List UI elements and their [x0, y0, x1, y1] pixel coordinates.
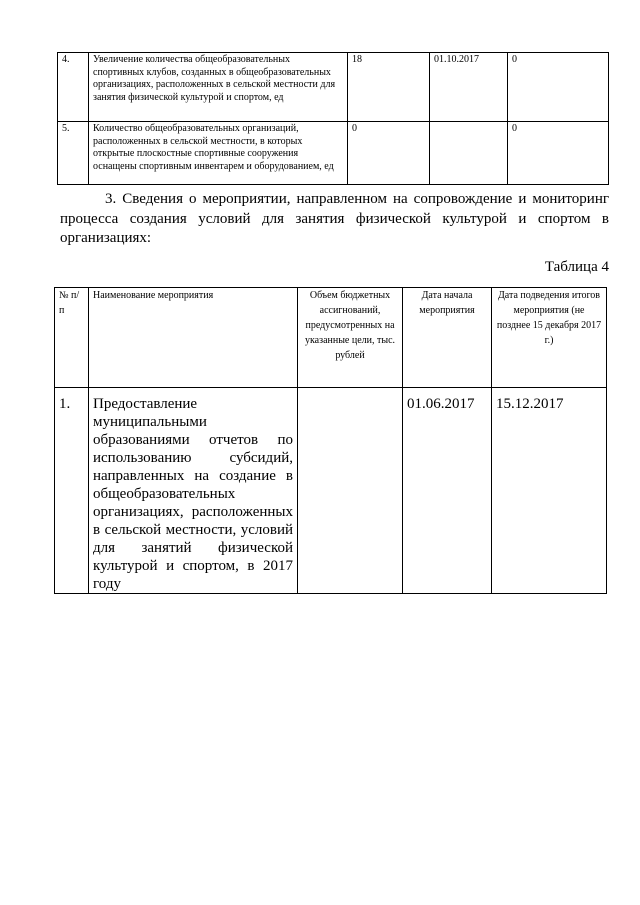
paragraph-text: 3. Сведения о мероприятии, направленном на сопровождение и мониторинг процесса создания условий для занятия физической культурой и спортом в организациях: [60, 191, 609, 246]
header-start-date: Дата начала мероприятия [403, 288, 492, 388]
indicator-name: Увеличение количества общеобразовательных спортивных клубов, созданных в общеобразовательных организациях, расположенных в сельской местности для занятия физической культурой и спортом, ед [89, 53, 348, 122]
table-row [58, 122, 609, 185]
section-paragraph [60, 190, 609, 249]
table-header-row [55, 288, 607, 388]
row-number: 4. [58, 53, 89, 122]
header-budget: Объем бюджетных ассигнований, предусмотренных на указанные цели, тыс. рублей [298, 288, 403, 388]
header-number: № п/п [55, 288, 89, 388]
table-row [58, 53, 609, 122]
measure-name: Предоставление муниципальными образованиями отчетов по использованию субсидий, направленных на создание в общеобразовательных организациях, расположенных в сельской местности, условий для занятий физической культурой и спортом, в 2017 году [89, 388, 298, 594]
measure-end-date: 15.12.2017 [492, 388, 607, 594]
row-number: 1. [55, 388, 89, 594]
measures-table [54, 287, 607, 594]
indicators-table [57, 52, 609, 185]
indicator-date: 01.10.2017 [430, 53, 508, 122]
indicator-result: 0 [508, 53, 609, 122]
measure-budget [298, 388, 403, 594]
indicator-result: 0 [508, 122, 609, 185]
header-end-date: Дата подведения итогов мероприятия (не позднее 15 декабря 2017 г.) [492, 288, 607, 388]
measure-start-date: 01.06.2017 [403, 388, 492, 594]
row-number: 5. [58, 122, 89, 185]
header-name: Наименование мероприятия [89, 288, 298, 388]
table-row [55, 388, 607, 594]
indicator-value: 18 [348, 53, 430, 122]
indicator-date [430, 122, 508, 185]
table-caption: Таблица 4 [544, 259, 609, 275]
indicator-name: Количество общеобразовательных организаций, расположенных в сельской местности, в которых открытые плоскостные спортивные сооружения оснащены спортивным инвентарем и оборудованием, ед [89, 122, 348, 185]
indicator-value: 0 [348, 122, 430, 185]
